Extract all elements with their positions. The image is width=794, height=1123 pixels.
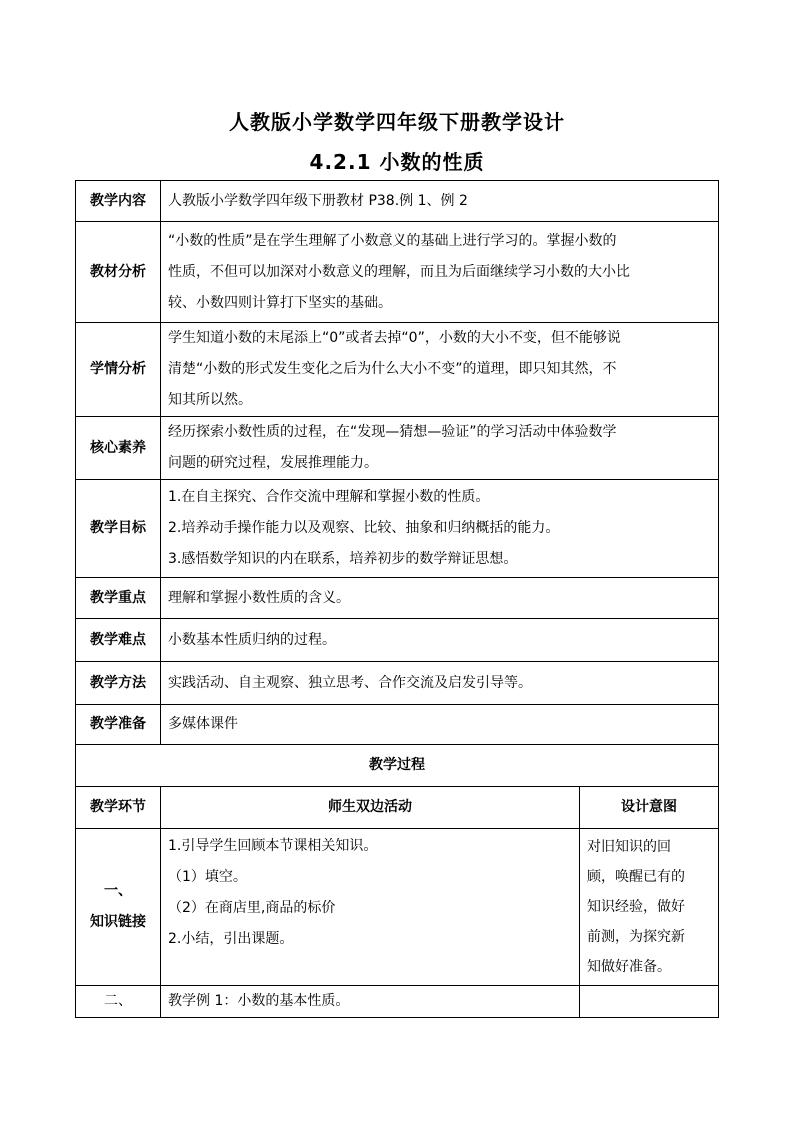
row-content <box>161 181 719 222</box>
document-title: 人教版小学数学四年级下册教学设计 <box>229 110 565 134</box>
text-line: 实践活动、自主观察、独立思考、合作交流及启发引导等。 <box>168 674 532 691</box>
row-content <box>161 323 719 417</box>
row-content <box>161 480 719 578</box>
table-row <box>76 181 719 222</box>
text-line: “小数的性质”是在学生理解了小数意义的基础上进行学习的。掌握小数的 <box>168 232 617 249</box>
text-line: 知其所以然。 <box>168 392 252 408</box>
lesson-plan-table <box>75 180 719 1018</box>
text-line: 二、 <box>104 993 132 1009</box>
text-line: 教学例 1：小数的基本性质。 <box>168 993 350 1009</box>
row-label: 教学目标 <box>76 480 161 578</box>
text-line: 顾，唤醒已有的 <box>587 869 685 885</box>
text-line: 2.小结，引出课题。 <box>168 931 294 947</box>
stage-activity <box>161 829 580 986</box>
row-content <box>161 222 719 323</box>
row-label: 教材分析 <box>76 222 161 323</box>
text-line: 1.引导学生回顾本节课相关知识。 <box>168 838 378 854</box>
text-line: 1.在自主探究、合作交流中理解和掌握小数的性质。 <box>168 489 490 505</box>
row-label: 教学难点 <box>76 619 161 662</box>
row-content <box>161 619 719 662</box>
text-line: 小数基本性质归纳的过程。 <box>168 631 336 648</box>
text-line: 较、小数四则计算打下坚实的基础。 <box>168 294 392 311</box>
stage-intent <box>580 829 719 986</box>
stage-activity <box>161 986 580 1018</box>
text-line: 理解和掌握小数性质的含义。 <box>168 589 350 606</box>
text-line: 人教版小学数学四年级下册教材 P38.例 1、例 2 <box>168 192 468 209</box>
text-line: 多媒体课件 <box>168 716 238 732</box>
row-content <box>161 417 719 480</box>
text-line: 问题的研究过程，发展推理能力。 <box>168 455 378 471</box>
text-line: 一、 <box>104 883 132 899</box>
text-line: 对旧知识的回 <box>587 839 671 855</box>
text-line: 学生知道小数的末尾添上“0”或者去掉“0”，小数的大小不变，但不能够说 <box>168 330 621 346</box>
process-stage-row <box>76 829 719 986</box>
process-heading: 教学过程 <box>76 745 719 787</box>
table-row <box>76 417 719 480</box>
column-header: 设计意图 <box>580 787 719 829</box>
stage-label <box>76 829 161 986</box>
process-heading-row <box>76 745 719 787</box>
row-content <box>161 578 719 619</box>
text-line: 知识链接 <box>90 914 146 930</box>
process-column-header-row <box>76 787 719 829</box>
process-stage-row <box>76 986 719 1018</box>
row-label: 学情分析 <box>76 323 161 417</box>
stage-intent <box>580 986 719 1018</box>
table-row <box>76 222 719 323</box>
table-row <box>76 578 719 619</box>
row-label: 教学内容 <box>76 181 161 222</box>
row-content <box>161 705 719 745</box>
text-line: 性质，不但可以加深对小数意义的理解，而且为后面继续学习小数的大小比 <box>168 263 630 280</box>
row-label: 教学方法 <box>76 662 161 705</box>
text-line: 2.培养动手操作能力以及观察、比较、抽象和归纳概括的能力。 <box>168 520 560 536</box>
column-header: 教学环节 <box>76 787 161 829</box>
column-header: 师生双边活动 <box>161 787 580 829</box>
text-line: 知做好准备。 <box>587 959 671 975</box>
table-row <box>76 662 719 705</box>
row-label: 核心素养 <box>76 417 161 480</box>
row-label: 教学重点 <box>76 578 161 619</box>
lesson-title: 4.2.1 小数的性质 <box>309 150 485 174</box>
table-row <box>76 619 719 662</box>
text-line: 清楚“小数的形式发生变化之后为什么大小不变”的道理，即只知其然，不 <box>168 361 617 377</box>
row-content <box>161 662 719 705</box>
text-line: 3.感悟数学知识的内在联系，培养初步的数学辩证思想。 <box>168 551 518 567</box>
table-row <box>76 705 719 745</box>
text-line: （1）填空。 <box>168 869 247 885</box>
table-row <box>76 480 719 578</box>
row-label: 教学准备 <box>76 705 161 745</box>
text-line: 知识经验，做好 <box>587 899 685 915</box>
stage-label <box>76 986 161 1018</box>
text-line: （2）在商店里,商品的标价 <box>168 900 336 916</box>
table-row <box>76 323 719 417</box>
text-line: 经历探索小数性质的过程，在“发现—猜想—验证”的学习活动中体验数学 <box>168 424 617 440</box>
text-line: 前测，为探究新 <box>587 929 685 945</box>
